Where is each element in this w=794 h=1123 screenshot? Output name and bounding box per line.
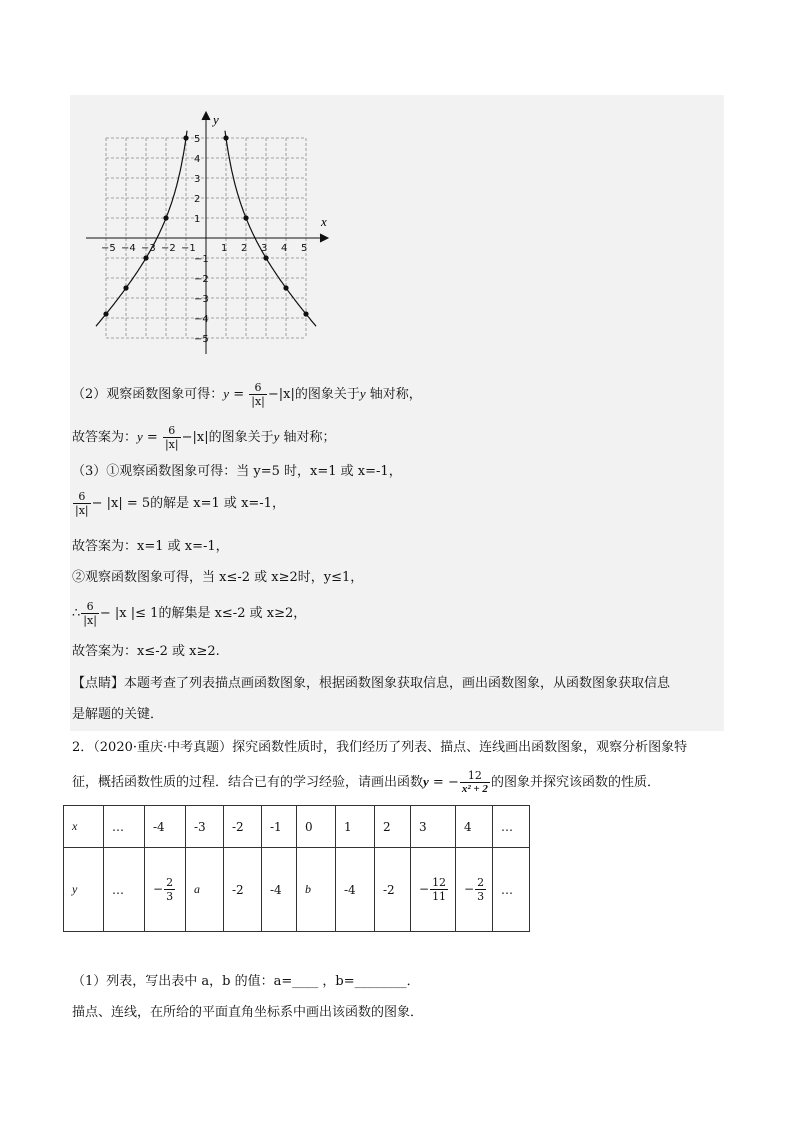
x-tick-label: −5 bbox=[101, 243, 116, 254]
curve-right bbox=[225, 131, 316, 327]
y-tick-label: −1 bbox=[194, 254, 209, 265]
answer-line-2: 故答案为：y = $\frac{6}{|x|}$ −|x|的图象关于y 轴对称； bbox=[72, 424, 336, 451]
value-table bbox=[63, 805, 530, 932]
graph-point bbox=[263, 255, 268, 260]
equation-line: $\frac{6}{|x|}$ − |x| = 5的解是 x=1 或 x=-1， bbox=[75, 490, 285, 517]
y-tick-label: 5 bbox=[194, 134, 201, 145]
comment-line: 【点睛】本题考查了列表描点画函数图象，根据函数图象获取信息，画出函数图象，从函数图象获取信息 bbox=[72, 676, 671, 691]
graph-point bbox=[163, 215, 168, 220]
part2-line: （2）观察函数图象可得：y = $\frac{6}{|x|}$ −|x|的图象关于y 轴对称， bbox=[72, 381, 422, 408]
x-tick-label: 1 bbox=[221, 243, 228, 254]
y-tick-label: −3 bbox=[194, 294, 209, 305]
inequality-line: ∴ $\frac{6}{|x|}$ − |x |≤ 1的解集是 x≤-2 或 x≥2， bbox=[72, 600, 307, 627]
x-tick-label: −4 bbox=[121, 243, 136, 254]
x-axis-label: x bbox=[321, 214, 327, 229]
y-tick-label: 1 bbox=[194, 214, 201, 225]
question2-line1: 2．（2020·重庆·中考真题）探究函数性质时，我们经历了列表、描点、连线画出函数图象，观察分析图象特 bbox=[72, 740, 688, 755]
graph-point bbox=[183, 135, 188, 140]
y-tick-label: 2 bbox=[194, 194, 201, 205]
x-tick-label: 4 bbox=[281, 243, 288, 254]
answer-line-3: 故答案为：x=1 或 x=-1， bbox=[72, 539, 229, 554]
function-graph bbox=[86, 108, 336, 358]
graph-point bbox=[243, 215, 248, 220]
answer-line-4: 故答案为：x≤-2 或 x≥2. bbox=[72, 644, 220, 659]
part3-line: （3）①观察函数图象可得：当 y=5 时，x=1 或 x=-1， bbox=[72, 464, 402, 479]
x-tick-label: 5 bbox=[301, 243, 308, 254]
question2-line2: 征，概括函数性质的过程．结合已有的学习经验，请画出函数y = − $\frac{12}{\text{x² + 2}}$ 的图象并探究该函数的性质． bbox=[72, 769, 660, 795]
y-tick-label: 3 bbox=[194, 174, 201, 185]
curve-left bbox=[96, 131, 187, 327]
graph-point bbox=[223, 135, 228, 140]
question2-part1-b: 描点、连线，在所给的平面直角坐标系中画出该函数的图象． bbox=[72, 1005, 424, 1020]
x-tick-label: −3 bbox=[141, 243, 156, 254]
graph-point bbox=[283, 285, 288, 290]
part3-2-line: ②观察函数图象可得，当 x≤-2 或 x≥2时，y≤1， bbox=[72, 570, 364, 585]
graph-point bbox=[303, 311, 308, 316]
table-row: y … − $\frac{2}{3}$ a -2 -4 b -4 -2 − $\frac{12}{11}$ − $\frac{2}{3}$ … bbox=[64, 848, 530, 932]
graph-point bbox=[103, 311, 108, 316]
x-tick-label: −1 bbox=[181, 243, 196, 254]
x-tick-label: 3 bbox=[261, 243, 268, 254]
question2-part1: （1）列表，写出表中 a，b 的值：a=____ ，b=________． bbox=[72, 974, 420, 989]
comment-line-2: 是解题的关键． bbox=[72, 707, 164, 722]
y-tick-label: 4 bbox=[194, 154, 201, 165]
x-tick-label: −2 bbox=[161, 243, 176, 254]
y-tick-label: −5 bbox=[194, 334, 209, 345]
y-axis-label: y bbox=[213, 112, 219, 127]
table-row: x … -4 -3 -2 -1 0 1 2 3 4 … bbox=[64, 806, 530, 848]
graph-point bbox=[123, 285, 128, 290]
graph-point bbox=[143, 255, 148, 260]
fraction: $\frac{6}{|x|}$ bbox=[251, 381, 265, 408]
x-tick-label: 2 bbox=[241, 243, 248, 254]
y-tick-label: −2 bbox=[194, 274, 209, 285]
y-tick-label: −4 bbox=[194, 314, 209, 325]
